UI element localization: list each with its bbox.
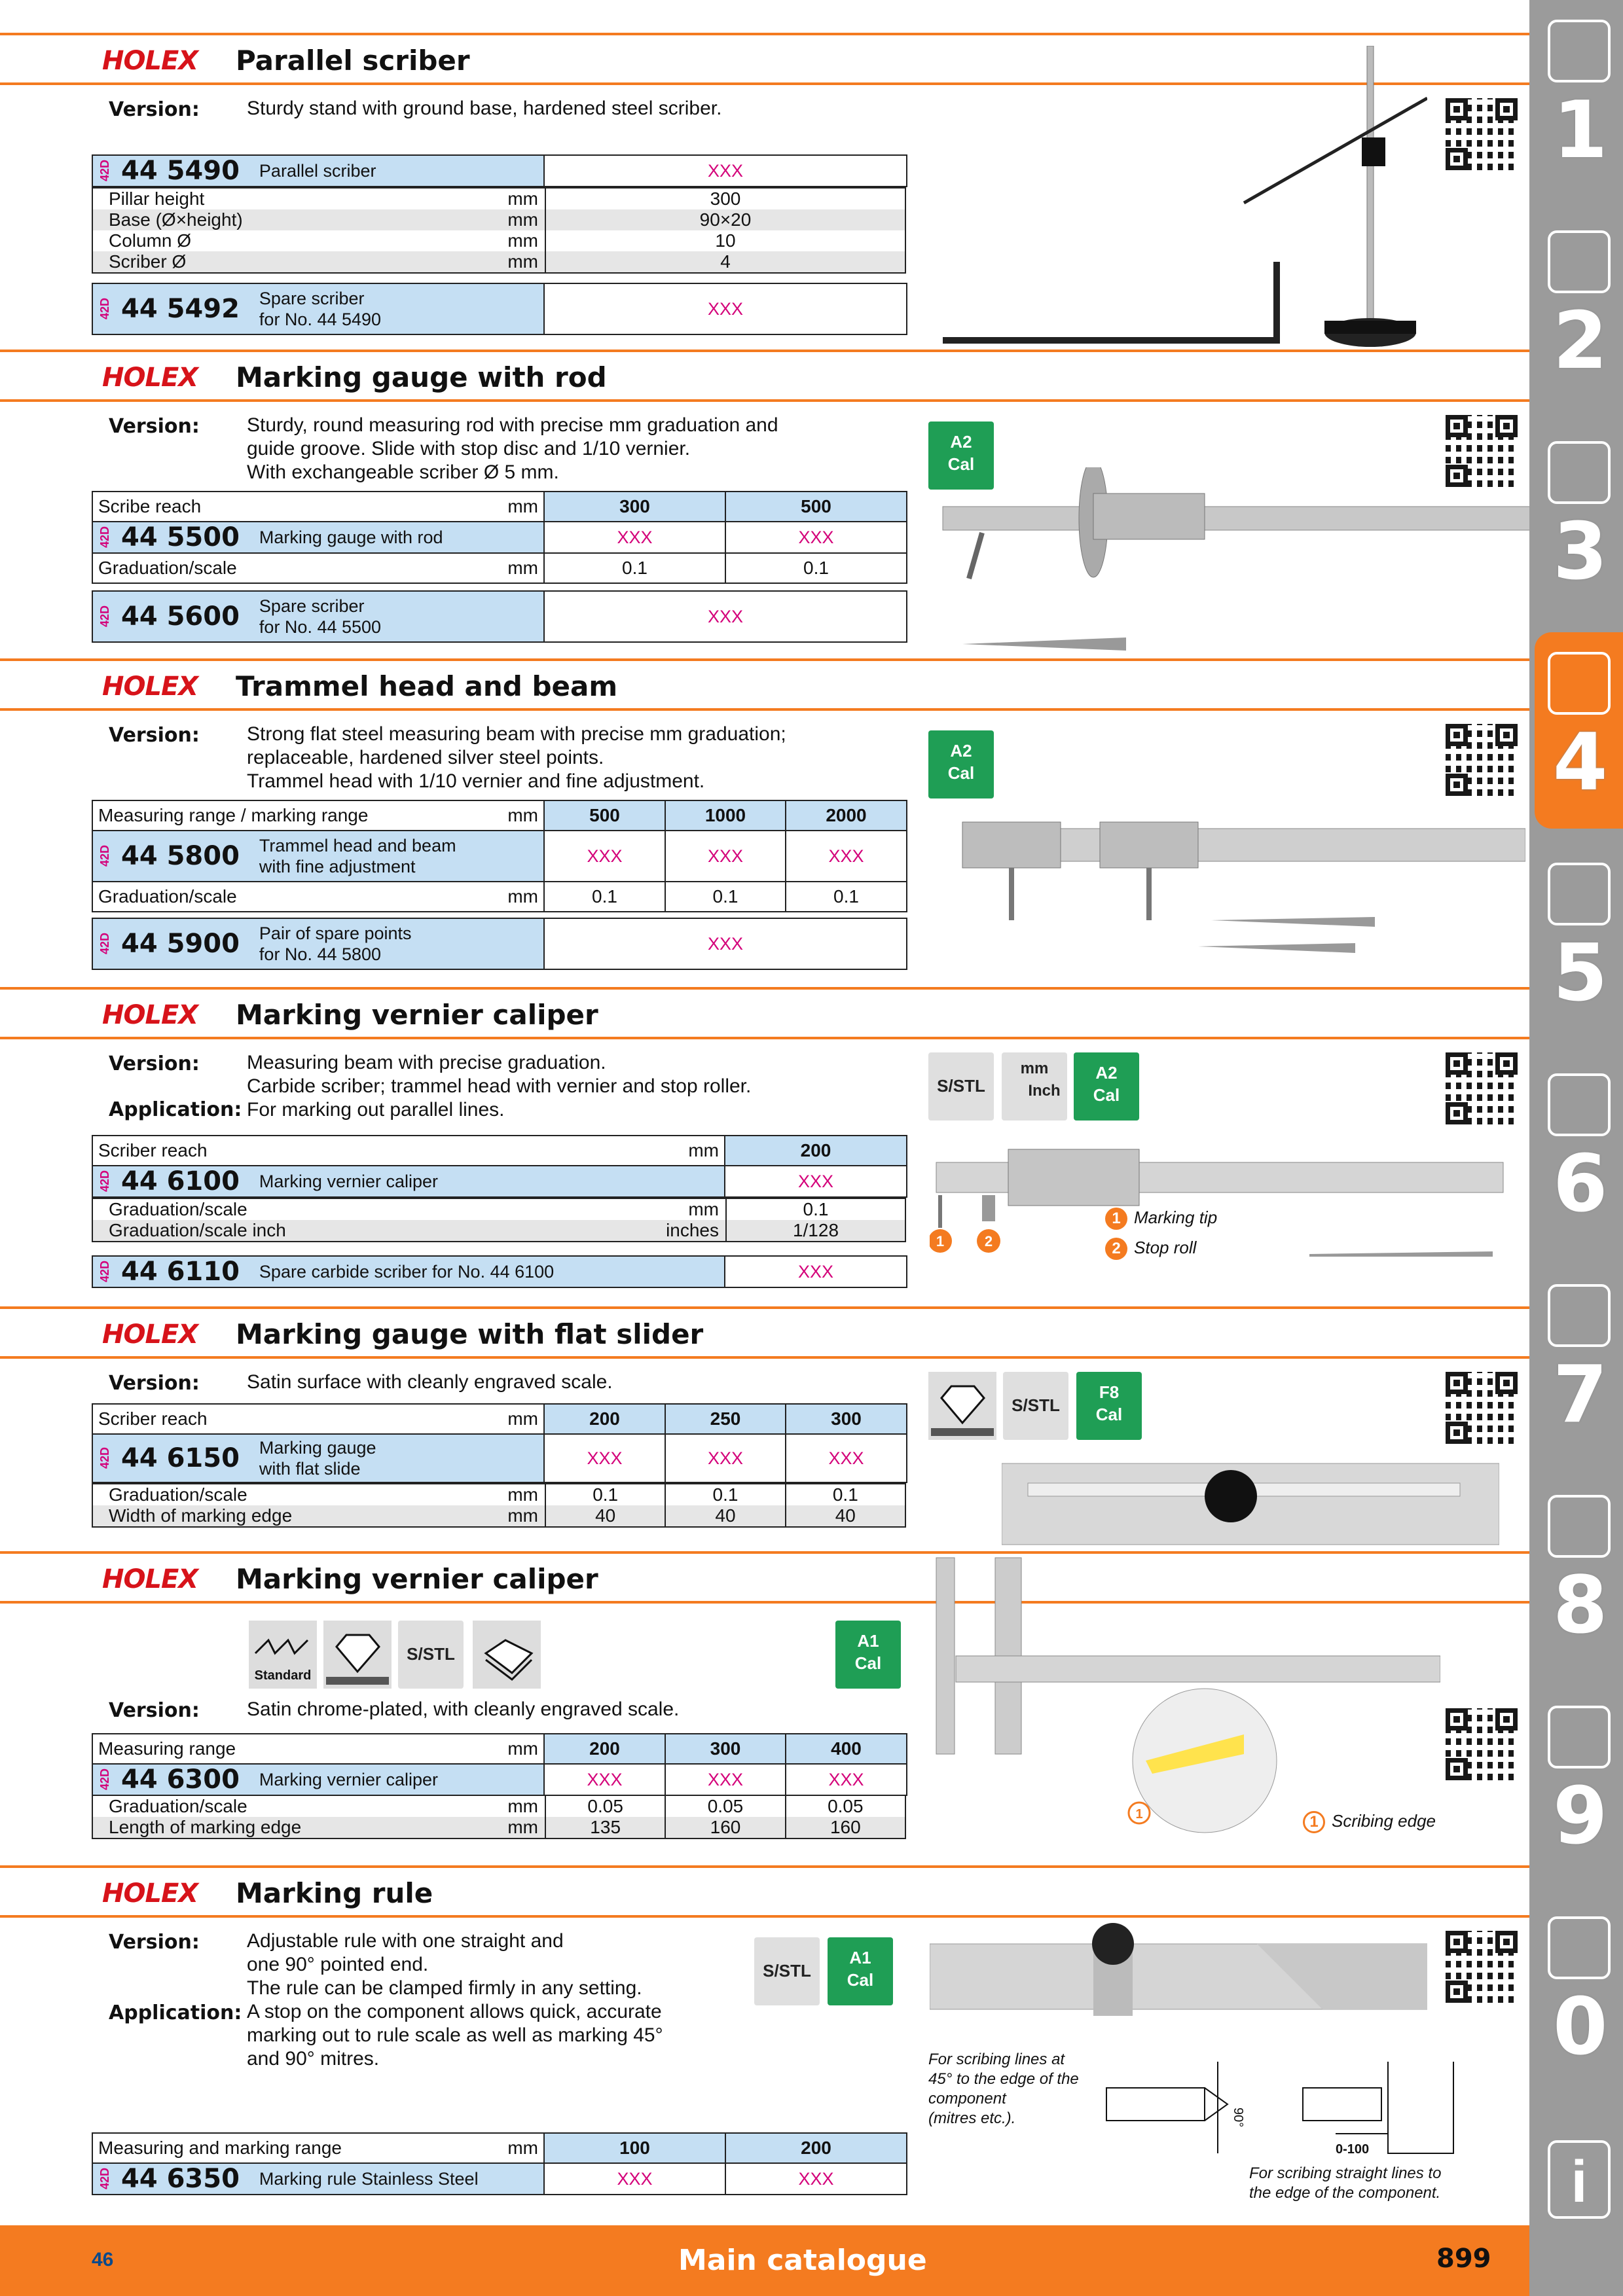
vernier-caliper-image [930,1136,1506,1280]
holex-logo: HOLEX [102,1000,198,1030]
spec-value: 160 [785,1817,905,1838]
spec-unit: mm [507,1817,538,1837]
price: XXX [544,522,725,553]
chapter-tab-info[interactable] [1535,2108,1623,2296]
spec-block [92,187,906,274]
article-desc: Marking vernier caliper [259,1770,439,1789]
section-title: Marking gauge with rod [236,361,607,393]
spec-value: 0.1 [545,1484,665,1505]
grad-value: 0.1 [725,553,907,583]
price: XXX [544,1434,665,1482]
version-label: Version: [109,415,200,438]
reach-label: Scribe reach mm [92,492,544,522]
price: XXX [786,831,907,882]
trammel-image [949,789,1525,973]
qr-code[interactable] [1446,98,1518,170]
section-trammel [0,658,1529,986]
grad-value: 0.1 [544,882,665,912]
article-number[interactable]: 44 6100 [121,1166,240,1196]
spec-unit: mm [507,209,538,230]
spec-unit: mm [507,251,538,272]
article-cell: 42D 44 6150 Marking gauge with flat slide [92,1434,544,1482]
section-header [0,658,1529,711]
article-desc: Marking gauge with rod [259,528,443,547]
grinding-disc-icon [1548,863,1611,925]
marking-gauge-image [930,467,1532,664]
holex-logo: HOLEX [102,1878,198,1909]
section-marking-rule [0,1865,1529,2225]
spare-price: XXX [725,1256,907,1287]
svg-text:90°: 90° [1231,2108,1245,2128]
section-marking-gauge-rod [0,350,1529,664]
cal-badge: A1 Cal [828,1937,893,2005]
mitre-diagram [1100,2062,1257,2160]
spec-block [92,1795,906,1839]
chapter-sidebar [1529,0,1623,2296]
holex-logo: HOLEX [102,46,198,76]
spare-desc: Spare scriber for No. 44 5490 [259,289,382,329]
spec-name: Length of marking edge [109,1817,302,1837]
spec-unit: mm [507,230,538,251]
spec-value: 0.05 [545,1796,665,1817]
spare-number[interactable]: 44 5600 [121,601,240,632]
cal-badge: A2 Cal [1074,1052,1139,1121]
spec-value: 135 [545,1817,665,1838]
price: XXX [665,1764,786,1795]
spec-value: 0.1 [665,1484,784,1505]
grad-value: 0.1 [665,882,786,912]
section-vernier-caliper-2 [0,1551,1529,1865]
diamond-icon [323,1621,392,1689]
spec-value: 90×20 [545,209,905,230]
holex-logo: HOLEX [102,672,198,702]
spare-number[interactable]: 44 5900 [121,929,240,959]
section-title: Marking vernier caliper [236,1563,598,1595]
col-header: 2000 [786,800,907,831]
price: XXX [544,155,907,187]
code-label: 42D [98,298,111,320]
spec-value: 4 [545,251,905,272]
article-table [92,2132,907,2195]
spare-table [92,918,907,970]
chapter-tab-8[interactable]: 8 [1535,1475,1623,1672]
range-label: Measuring range / marking range mm [92,800,544,831]
holex-logo: HOLEX [102,363,198,393]
insert-icon [1548,230,1611,293]
spare-table [92,283,907,335]
spare-price: XXX [544,918,907,969]
cal-badge: A2 Cal [928,422,994,490]
page-number: 899 [1436,2244,1491,2274]
article-desc: Trammel head and beam with fine adjustment [259,836,456,876]
spec-unit: mm [507,1505,538,1526]
version-label: Version: [109,1931,200,1954]
article-cell: 42D 44 6350 Marking rule Stainless Steel [92,2163,544,2195]
article-number[interactable]: 44 5500 [121,522,240,552]
svg-text:1: 1 [1135,1807,1143,1821]
spare-cell: 42D 44 5900 Pair of spare points for No. 44 5800 [92,918,544,969]
col-header: 100 [544,2133,725,2163]
price: XXX [725,1166,907,1197]
safety-icon [1548,1916,1611,1979]
diamond-icon [928,1372,996,1440]
col-header: 500 [725,492,907,522]
section-parallel-scriber [0,33,1529,353]
article-table [92,1403,907,1483]
col-header: 300 [786,1404,907,1434]
footer [0,2225,1529,2296]
grad-label: Graduation/scale mm [92,553,544,583]
spec-value: 160 [665,1817,784,1838]
price: XXX [544,1764,665,1795]
article-table [92,800,907,912]
price: XXX [725,522,907,553]
spare-number[interactable]: 44 5492 [121,294,240,324]
chapter-tab-1[interactable]: 1 [1535,0,1623,196]
pliers-icon [1548,1284,1611,1347]
spare-desc: Pair of spare points for No. 44 5800 [259,924,412,964]
spec-name: Column Ø [109,230,192,251]
col-header: 300 [665,1734,786,1764]
version-label: Version: [109,724,200,747]
material-badge: S/STL [1003,1372,1068,1440]
version-text: Adjustable rule with one straight and one 90° pointed end. The rule can be clamped firmly in any setting. [247,1930,642,1999]
svg-text:0-100: 0-100 [1336,2142,1370,2157]
box-icon [473,1621,541,1689]
material-badge: S/STL [928,1052,994,1121]
spec-unit: mm [507,188,538,209]
col-header: 250 [665,1404,786,1434]
price: XXX [665,1434,786,1482]
chapter-tab-4[interactable]: 4 [1535,632,1623,829]
col-header: 200 [544,1734,665,1764]
material-badge: S/STL [754,1937,820,2005]
spec-value: 10 [545,230,905,251]
wrench-icon [1548,1073,1611,1136]
article-number[interactable]: 44 5800 [121,841,240,871]
section-header [0,987,1529,1039]
spec-value: 300 [545,188,905,209]
section-title: Marking rule [236,1877,433,1909]
material-badge: S/STL [398,1621,464,1689]
section-title: Parallel scriber [236,45,470,77]
spec-block [92,1483,906,1528]
version-text: Measuring beam with precise graduation. Carbide scriber; trammel head with vernier and stop roller. [247,1052,752,1097]
chapter-tab-2[interactable]: 2 [1535,211,1623,407]
version-text: Strong flat steel measuring beam with precise mm graduation; replaceable, hardened silver steel points. Trammel head with 1/10 vernier and fine adjustment. [247,723,786,792]
price: XXX [786,1434,907,1482]
spare-desc: Spare scriber for No. 44 5500 [259,596,382,637]
toolbox-icon [1548,1495,1611,1558]
spec-unit: mm [507,1796,538,1816]
article-table [92,154,907,187]
version-label: Version: [109,1052,200,1075]
section-header [0,1865,1529,1918]
article-cell: 42D 44 5500 Marking gauge with rod [92,522,544,553]
chapter-tab-3[interactable]: 3 [1535,422,1623,618]
application-label: Application: [109,2001,242,2024]
application-label: Application: [109,1098,242,1121]
grad-label: Graduation/scale mm [92,882,544,912]
article-table [92,1733,907,1796]
article-number[interactable]: 44 6150 [121,1443,240,1473]
chapter-tab-6[interactable]: 6 [1535,1054,1623,1250]
spare-cell: 42D 44 5600 Spare scriber for No. 44 5500 [92,591,544,642]
version-text: Sturdy, round measuring rod with precise mm graduation and guide groove. Slide with stop disc and 1/10 vernier. With exchangeable scriber Ø 5 mm. [247,414,778,483]
parallel-scriber-image [930,46,1427,360]
article-desc: Marking gauge with flat slide [259,1438,376,1479]
grad-value: 0.1 [544,553,725,583]
spec-value: 40 [785,1505,905,1526]
spec-name: Pillar height [109,188,205,209]
chapter-tab-0[interactable]: 0 [1535,1897,1623,2093]
spec-unit: inches [666,1220,719,1240]
article-cell: 42D 44 6300 Marking vernier caliper [92,1764,544,1795]
reach-label: Scriber reach mm [92,1136,725,1166]
version-text: Sturdy stand with ground base, hardened steel scriber. [247,98,722,119]
article-desc: Marking vernier caliper [259,1172,439,1191]
chapter-tab-5[interactable]: 5 [1535,843,1623,1039]
page-left: 46 [92,2249,114,2270]
article-cell: 42D 44 5800 Trammel head and beam with fine adjustment [92,831,544,882]
svg-text:1: 1 [936,1233,945,1249]
cabinet-icon [1548,1706,1611,1768]
article-desc: Marking rule Stainless Steel [259,2169,479,2189]
svg-text:2: 2 [984,1233,993,1249]
spare-price: XXX [544,591,907,642]
spec-name: Graduation/scale [109,1796,247,1816]
price: XXX [544,831,665,882]
cal-badge: A2 Cal [928,730,994,798]
spare-table [92,590,907,643]
spare-desc: Spare carbide scriber for No. 44 6100 [259,1262,555,1282]
price: XXX [725,2163,907,2195]
qr-code[interactable] [1446,1052,1518,1124]
article-desc: Parallel scriber [259,161,376,181]
price: XXX [786,1764,907,1795]
spec-name: Graduation/scale [109,1199,247,1219]
qr-code[interactable] [1446,415,1518,487]
spare-number[interactable]: 44 6110 [121,1257,240,1287]
code-label: 42D [98,160,111,182]
col-header: 400 [786,1734,907,1764]
section-header [0,1306,1529,1359]
article-cell: 42D 44 6100 Marking vernier caliper [92,1166,725,1197]
qr-code[interactable] [1446,1708,1518,1780]
legend-stop-roll: 2 Stop roll [1105,1237,1196,1260]
spare-cell [92,283,544,334]
note-straight: For scribing straight lines to the edge of the component. [1249,2164,1442,2202]
info-icon: i [1548,2140,1611,2219]
price: XXX [665,831,786,882]
spec-unit: mm [507,1484,538,1505]
chapter-tab-9[interactable]: 9 [1535,1686,1623,1882]
spare-cell: 42D 44 6110 Spare carbide scriber for No. 44 6100 [92,1256,725,1287]
drill-icon [1548,20,1611,82]
qr-code[interactable] [1446,1372,1518,1444]
unit-badge: mm Inch [1002,1052,1067,1121]
section-title: Marking gauge with flat slider [236,1318,704,1350]
standard-icon [249,1621,317,1689]
grad-value: 0.1 [786,882,907,912]
spec-unit: mm [688,1199,719,1219]
spec-value: 1/128 [725,1220,905,1241]
marking-rule-image [930,1918,1427,2036]
holex-logo: HOLEX [102,1319,198,1350]
spec-value: 40 [665,1505,784,1526]
svg-text:Standard: Standard [254,1668,312,1683]
spare-table [92,1255,907,1288]
cal-badge: A1 Cal [835,1621,901,1689]
chuck-icon [1548,441,1611,504]
chapter-tab-7[interactable]: 7 [1535,1265,1623,1461]
application-text: For marking out parallel lines. [247,1099,505,1121]
range-label: Measuring and marking range mm [92,2133,544,2163]
cal-badge: F8 Cal [1076,1372,1142,1440]
section-flat-slider [0,1306,1529,1551]
col-header: 500 [544,800,665,831]
spec-value: 0.1 [725,1199,905,1220]
spec-value: 40 [545,1505,665,1526]
legend-scribing-edge: 1 Scribing edge [1303,1810,1436,1833]
article-number[interactable]: 44 6350 [121,2164,240,2194]
col-header: 200 [725,1136,907,1166]
price: XXX [544,2163,725,2195]
section-title: Marking vernier caliper [236,999,598,1031]
version-text: Satin chrome-plated, with cleanly engraved scale. [247,1698,680,1720]
article-number[interactable]: 44 6300 [121,1765,240,1795]
range-label: Measuring range mm [92,1734,544,1764]
article-table [92,491,907,584]
version-text: Satin surface with cleanly engraved scale. [247,1371,613,1393]
spec-value: 0.1 [785,1484,905,1505]
legend-marking-tip: 1 Marking tip [1105,1207,1217,1230]
spec-name: Graduation/scale inch [109,1220,286,1240]
spec-name: Width of marking edge [109,1505,293,1526]
section-title: Trammel head and beam [236,670,618,702]
qr-code[interactable] [1446,1931,1518,2003]
version-label: Version: [109,1699,200,1722]
spec-name: Base (Ø×height) [109,209,243,230]
version-label: Version: [109,1372,200,1395]
straight-diagram [1296,2062,1467,2166]
col-header: 200 [544,1404,665,1434]
version-label: Version: [109,98,200,121]
footer-title[interactable]: Main catalogue [678,2244,927,2277]
section-vernier-caliper [0,987,1529,1308]
col-header: 1000 [665,800,786,831]
col-header: 300 [544,492,725,522]
spec-name: Graduation/scale [109,1484,247,1505]
article-cell [92,155,544,187]
col-header: 200 [725,2133,907,2163]
holex-logo: HOLEX [102,1564,198,1594]
spec-value: 0.05 [665,1796,784,1817]
article-table [92,1135,907,1198]
spare-price: XXX [544,283,907,334]
spec-name: Scriber Ø [109,251,187,272]
application-text: A stop on the component allows quick, accurate marking out to rule scale as well as marking 45° and 90° mitres. [247,2001,663,2070]
vernier-caliper-2-image [930,1538,1440,1852]
note-mitres: For scribing lines at 45° to the edge of the component (mitres etc.). [928,2051,1079,2127]
reach-label: Scriber reach mm [92,1404,544,1434]
section-header [0,350,1529,402]
spec-block [92,1198,906,1242]
spec-value: 0.05 [785,1796,905,1817]
article-number[interactable]: 44 5490 [121,156,240,186]
caliper-icon [1548,652,1611,715]
qr-code[interactable] [1446,724,1518,796]
